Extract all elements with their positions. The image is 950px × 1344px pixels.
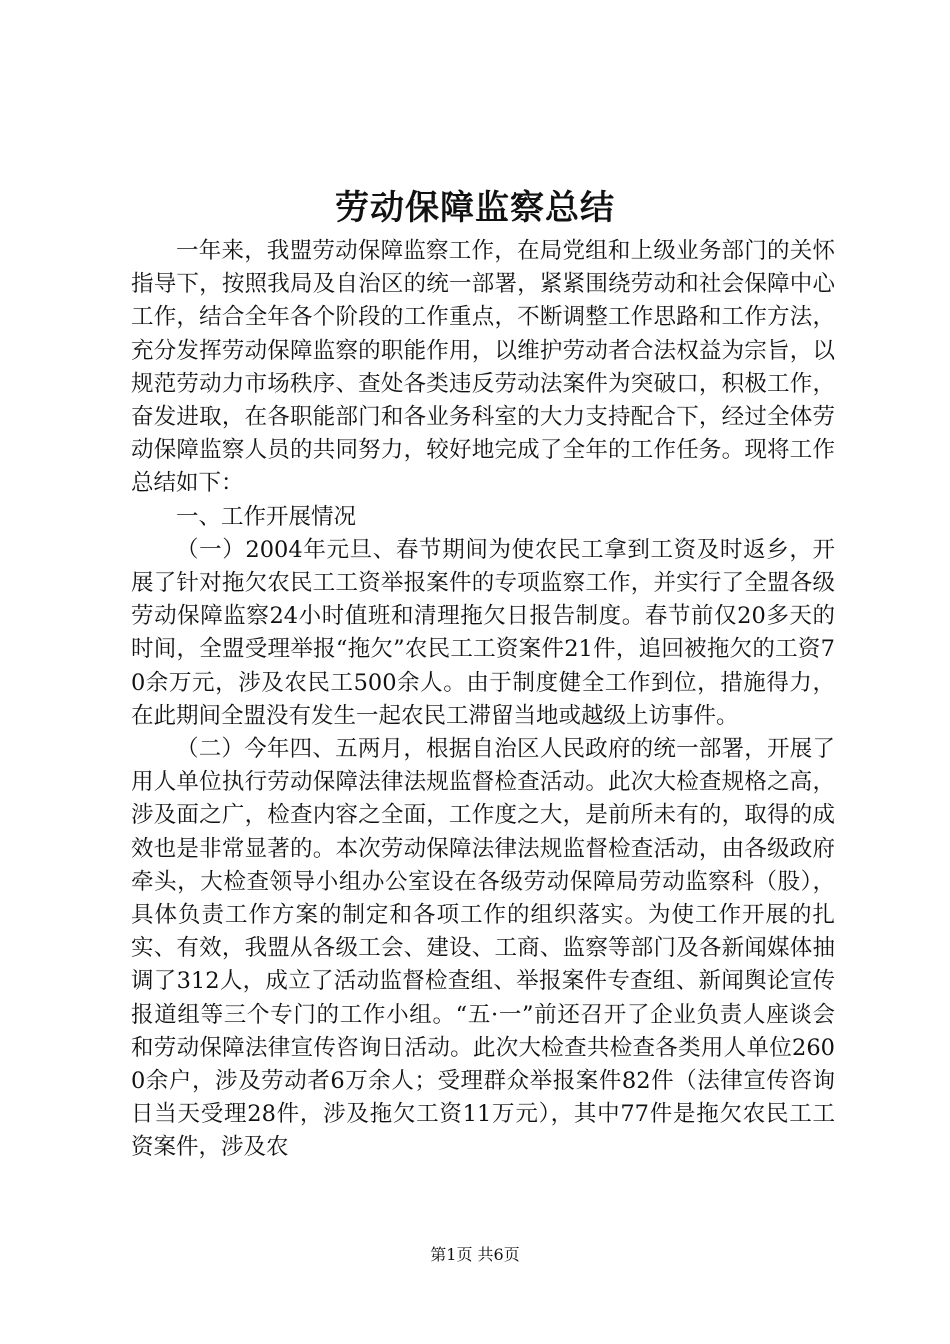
item-paragraph-1: （一）2004年元旦、春节期间为使农民工拿到工资及时返乡，开展了针对拖欠农民工工资举报案件的专项监察工作，并实行了全盟各级劳动保障监察24小时值班和清理拖欠日报告制度。春节前仅20多天的时间，全盟受理举报“拖欠”农民工工资案件21件，追回被拖欠的工资70余万元，涉及农民工500余人。由于制度健全工作到位，措施得力，在此期间全盟没有发生一起农民工滞留当地或越级上访事件。 — [131, 536, 835, 729]
document-title: 劳动保障监察总结 — [335, 188, 615, 228]
page-number-footer: 第1页 共6页 — [430, 1245, 520, 1264]
item-paragraph-2: （二）今年四、五两月，根据自治区人民政府的统一部署，开展了用人单位执行劳动保障法律法规监督检查活动。此次大检查规格之高，涉及面之广，检查内容之全面，工作度之大，是前所未有的，取得的成效也是非常显著的。本次劳动保障法律法规监督检查活动，由各级政府牵头，大检查领导小组办公室设在各级劳动保障局劳动监察科（股），具体负责工作方案的制定和各项工作的组织落实。为使工作开展的扎实、有效，我盟从各级工会、建设、工商、监察等部门及各新闻媒体抽调了312人，成立了活动监督检查组、举报案件专查组、新闻舆论宣传报道组等三个专门的工作小组。“五·一”前还召开了企业负责人座谈会和劳动保障法律宣传咨询日活动。此次大检查共检查各类用人单位2600余户，涉及劳动者6万余人；受理群众举报案件82件（法律宣传咨询日当天受理28件，涉及拖欠工资11万元），其中77件是拖欠农民工工资案件，涉及农 — [131, 736, 835, 1161]
document-body — [131, 235, 835, 1165]
intro-paragraph: 一年来，我盟劳动保障监察工作，在局党组和上级业务部门的关怀指导下，按照我局及自治区的统一部署，紧紧围绕劳动和社会保障中心工作，结合全年各个阶段的工作重点，不断调整工作思路和工作方法，充分发挥劳动保障监察的职能作用，以维护劳动者合法权益为宗旨，以规范劳动力市场秩序、查处各类违反劳动法案件为突破口，积极工作，奋发进取，在各职能部门和各业务科室的大力支持配合下，经过全体劳动保障监察人员的共同努力，较好地完成了全年的工作任务。现将工作总结如下： — [131, 238, 835, 497]
section-heading: 一、工作开展情况 — [176, 503, 357, 530]
